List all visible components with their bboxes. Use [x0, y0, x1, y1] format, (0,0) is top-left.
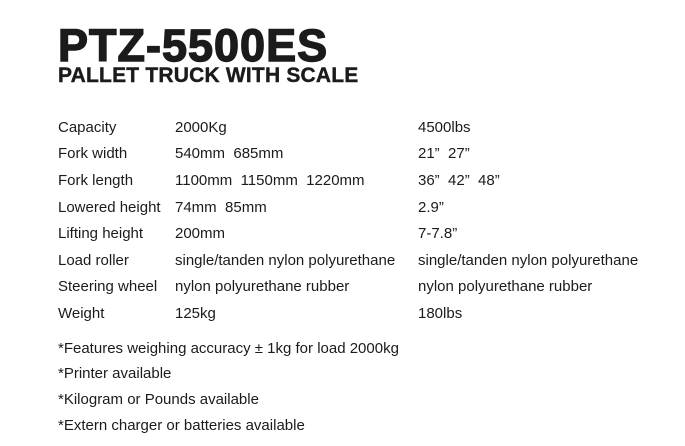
spec-row: [58, 300, 665, 327]
spec-row: [58, 114, 665, 141]
spec-row: [58, 274, 665, 301]
spec-value-metric: single/tanden nylon polyurethane: [175, 251, 396, 269]
product-subtitle: PALLET TRUCK WITH SCALE: [58, 64, 359, 87]
spec-row: [58, 141, 665, 168]
spec-value-imperial: 21” 27”: [418, 145, 470, 163]
spec-label: Fork length: [58, 171, 134, 189]
spec-row: [58, 194, 665, 221]
spec-label: Load roller: [58, 251, 129, 269]
spec-row: [58, 247, 665, 274]
spec-value-metric: 540mm 685mm: [175, 145, 284, 163]
spec-value-imperial: 36” 42” 48”: [418, 171, 500, 189]
spec-value-metric: 200mm: [175, 225, 226, 243]
spec-label: Steering wheel: [58, 278, 158, 296]
spec-value-imperial: 2.9”: [418, 198, 444, 216]
spec-value-metric: 2000Kg: [175, 118, 227, 136]
footnote: *Printer available: [58, 365, 172, 383]
spec-value-metric: 1100mm 1150mm 1220mm: [175, 171, 365, 189]
spec-value-imperial: nylon polyurethane rubber: [418, 278, 593, 296]
footnotes: [58, 336, 665, 439]
spec-value-imperial: 4500lbs: [418, 118, 471, 136]
spec-label: Capacity: [58, 118, 117, 136]
footnote: *Kilogram or Pounds available: [58, 391, 259, 409]
spec-label: Lowered height: [58, 198, 161, 216]
spec-value-metric: 125kg: [175, 304, 216, 322]
spec-value-imperial: 180lbs: [418, 304, 463, 322]
spec-table: [58, 114, 665, 327]
product-title: PTZ-5500ES: [58, 20, 329, 71]
spec-row: [58, 167, 665, 194]
spec-value-imperial: 7-7.8”: [418, 225, 458, 243]
spec-value-metric: nylon polyurethane rubber: [175, 278, 350, 296]
spec-value-metric: 74mm 85mm: [175, 198, 267, 216]
spec-label: Fork width: [58, 145, 128, 163]
footnote: *Extern charger or batteries available: [58, 416, 305, 434]
footnote: *Features weighing accuracy ± 1kg for load 2000kg: [58, 339, 399, 357]
spec-label: Weight: [58, 304, 105, 322]
spec-value-imperial: single/tanden nylon polyurethane: [418, 251, 639, 269]
spec-row: [58, 220, 665, 247]
spec-label: Lifting height: [58, 225, 144, 243]
